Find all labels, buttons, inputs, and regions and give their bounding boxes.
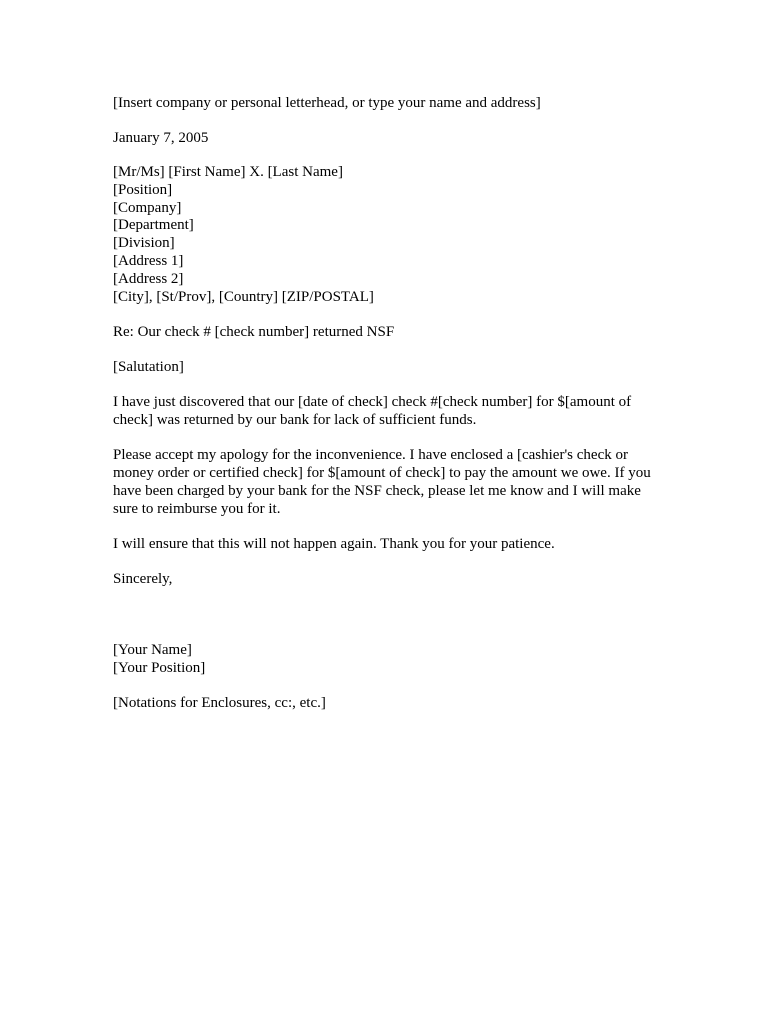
body-p1-line-1: I have just discovered that our [date of check] check #[check number] for $[amount of — [113, 394, 632, 411]
recipient-address — [113, 164, 673, 306]
recipient-name: [Mr/Ms] [First Name] X. [Last Name] — [113, 164, 343, 180]
letter-date: January 7, 2005 — [113, 130, 209, 146]
recipient-address-1: [Address 1] — [113, 252, 184, 269]
subject-line: Re: Our check # [check number] returned NSF — [113, 324, 395, 341]
body-paragraph-3: I will ensure that this will not happen again. Thank you for your patience. — [113, 536, 555, 553]
recipient-position: [Position] — [113, 181, 173, 198]
closing: Sincerely, — [113, 571, 173, 588]
signature-name: [Your Name] — [113, 642, 192, 659]
body-paragraph-2 — [113, 446, 673, 518]
recipient-city-line: [City], [St/Prov], [Country] [ZIP/POSTAL] — [113, 288, 374, 305]
letter-page — [113, 94, 673, 712]
body-p2-line-3: have been charged by your bank for the NSF check, please let me know and I will make — [113, 483, 641, 500]
body-paragraph-1 — [113, 393, 673, 429]
signature-position: [Your Position] — [113, 660, 206, 677]
notations: [Notations for Enclosures, cc:, etc.] — [113, 695, 326, 712]
body-p2-line-1: Please accept my apology for the inconvenience. I have enclosed a [cashier's check or — [113, 447, 628, 464]
recipient-division: [Division] — [113, 235, 175, 252]
salutation: [Salutation] — [113, 359, 184, 376]
letterhead: [Insert company or personal letterhead, or type your name and address] — [113, 95, 541, 111]
recipient-company: [Company] — [113, 199, 182, 216]
body-p1-line-2: check] was returned by our bank for lack of sufficient funds. — [113, 412, 477, 429]
recipient-address-2: [Address 2] — [113, 270, 184, 287]
body-p2-line-4: sure to reimburse you for it. — [113, 501, 281, 518]
recipient-department: [Department] — [113, 217, 194, 234]
body-p2-line-2: money order or certified check] for $[amount of check] to pay the amount we owe. If you — [113, 465, 651, 482]
signature-block — [113, 641, 673, 677]
